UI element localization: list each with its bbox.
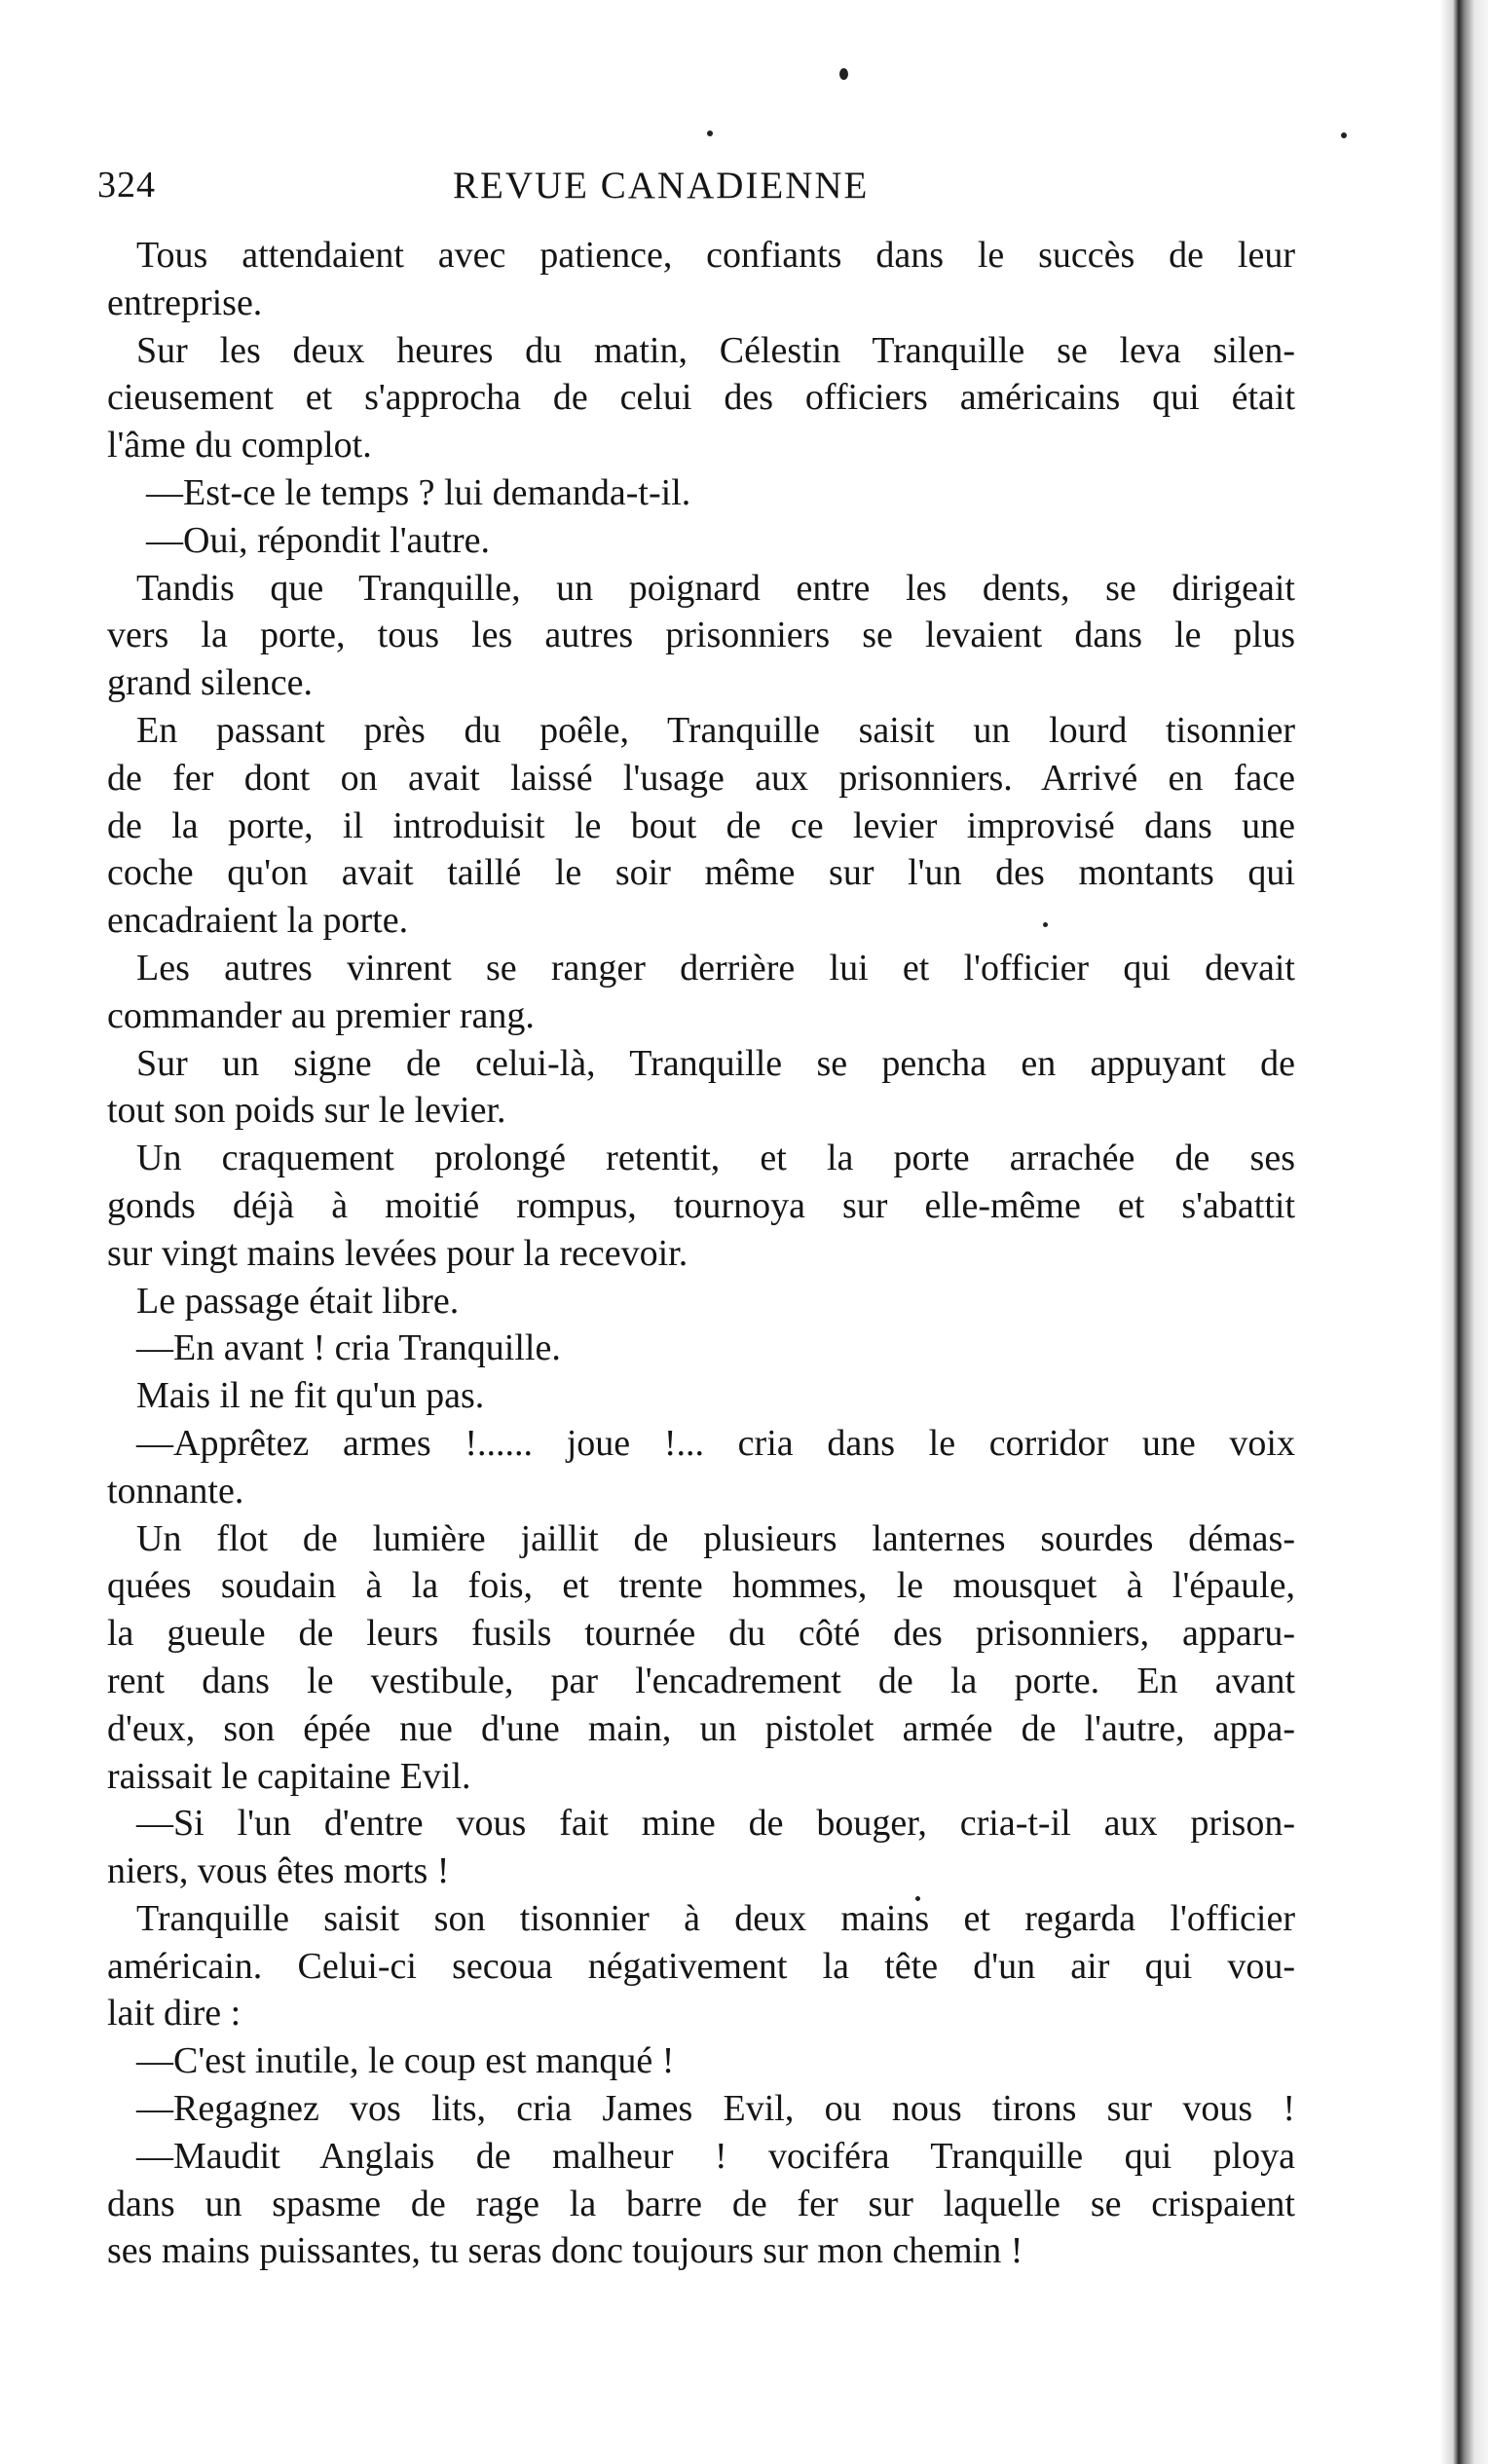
text-line: —Regagnez vos lits, cria James Evil, ou nous tirons sur vous ! [136,2088,1295,2130]
text-line: —Est-ce le temps ? lui demanda-t-il. [146,471,691,513]
text-line: Les autres vinrent se ranger derrière lui et l'officier qui devait [136,947,1295,989]
text-line: encadraient la porte. [107,900,409,942]
running-title: REVUE CANADIENNE [453,165,870,206]
text-line: tout son poids sur le levier. [107,1090,506,1132]
text-line: d'eux, son épée nue d'une main, un pistolet armée de l'autre, appa- [107,1707,1295,1749]
text-line: de fer dont on avait laissé l'usage aux prisonniers. Arrivé en face [107,757,1295,799]
text-line: —Maudit Anglais de malheur ! vociféra Tranquille qui ploya [136,2135,1295,2177]
page-number: 324 [97,165,156,205]
text-line: Le passage était libre. [136,1280,460,1322]
text-line: —C'est inutile, le coup est manqué ! [136,2040,675,2082]
text-line: la gueule de leurs fusils tournée du côté des prisonniers, apparu- [107,1613,1295,1655]
text-line: —Si l'un d'entre vous fait mine de bouger, cria-t-il aux prison- [136,1803,1295,1845]
text-line: grand silence. [107,662,314,704]
text-line: Un craquement prolongé retentit, et la porte arrachée de ses [136,1138,1295,1179]
text-line: —Oui, répondit l'autre. [146,519,490,561]
text-line: lait dire : [107,1993,242,2035]
text-line: niers, vous êtes morts ! [107,1850,450,1892]
text-line: tonnante. [107,1470,244,1512]
text-line: Tranquille saisit son tisonnier à deux mains et regarda l'officier [136,1897,1295,1939]
text-line: Sur les deux heures du matin, Célestin Tranquille se leva silen- [136,329,1295,371]
text-line: vers la porte, tous les autres prisonniers se levaient dans le plus [107,615,1295,656]
text-line: Tous attendaient avec patience, confiants dans le succès de leur [136,235,1295,276]
text-line: ses mains puissantes, tu seras donc toujours sur mon chemin ! [107,2230,1023,2272]
text-line: cieusement et s'approcha de celui des officiers américains qui était [107,377,1295,419]
body-text [107,232,1295,2275]
text-line: coche qu'on avait taillé le soir même sur l'un des montants qui [107,852,1295,894]
page-header [97,156,1305,214]
text-line: Un flot de lumière jaillit de plusieurs lanternes sourdes démas- [136,1517,1295,1559]
text-line: Tandis que Tranquille, un poignard entre les dents, se dirigeait [136,567,1295,609]
text-line: gonds déjà à moitié rompus, tournoya sur elle-même et s'abattit [107,1184,1295,1226]
text-line: rent dans le vestibule, par l'encadrement de la porte. En avant [107,1660,1295,1701]
ink-speck [707,131,713,136]
text-line: l'âme du complot. [107,425,372,467]
text-line: dans un spasme de rage la barre de fer sur laquelle se crispaient [107,2183,1295,2224]
text-line: raissait le capitaine Evil. [107,1755,471,1797]
text-line: En passant près du poêle, Tranquille saisit un lourd tisonnier [136,709,1295,751]
ink-speck [839,68,848,80]
ink-speck [1341,132,1347,138]
text-line: commander au premier rang. [107,994,535,1036]
text-line: —En avant ! cria Tranquille. [136,1327,561,1369]
text-line: —Apprêtez armes !...... joue !... cria dans le corridor une voix [136,1422,1295,1464]
text-line: de la porte, il introduisit le bout de ce levier improvisé dans une [107,804,1295,846]
text-line: quées soudain à la fois, et trente hommes, le mousquet à l'épaule, [107,1565,1295,1607]
binding-shadow [1381,0,1488,2464]
text-line: entreprise. [107,281,263,323]
text-line: sur vingt mains levées pour la recevoir. [107,1232,688,1274]
text-line: Sur un signe de celui-là, Tranquille se pencha en appuyant de [136,1042,1295,1084]
text-line: américain. Celui-ci secoua négativement la tête d'un air qui vou- [107,1945,1295,1987]
text-line: Mais il ne fit qu'un pas. [136,1375,485,1417]
